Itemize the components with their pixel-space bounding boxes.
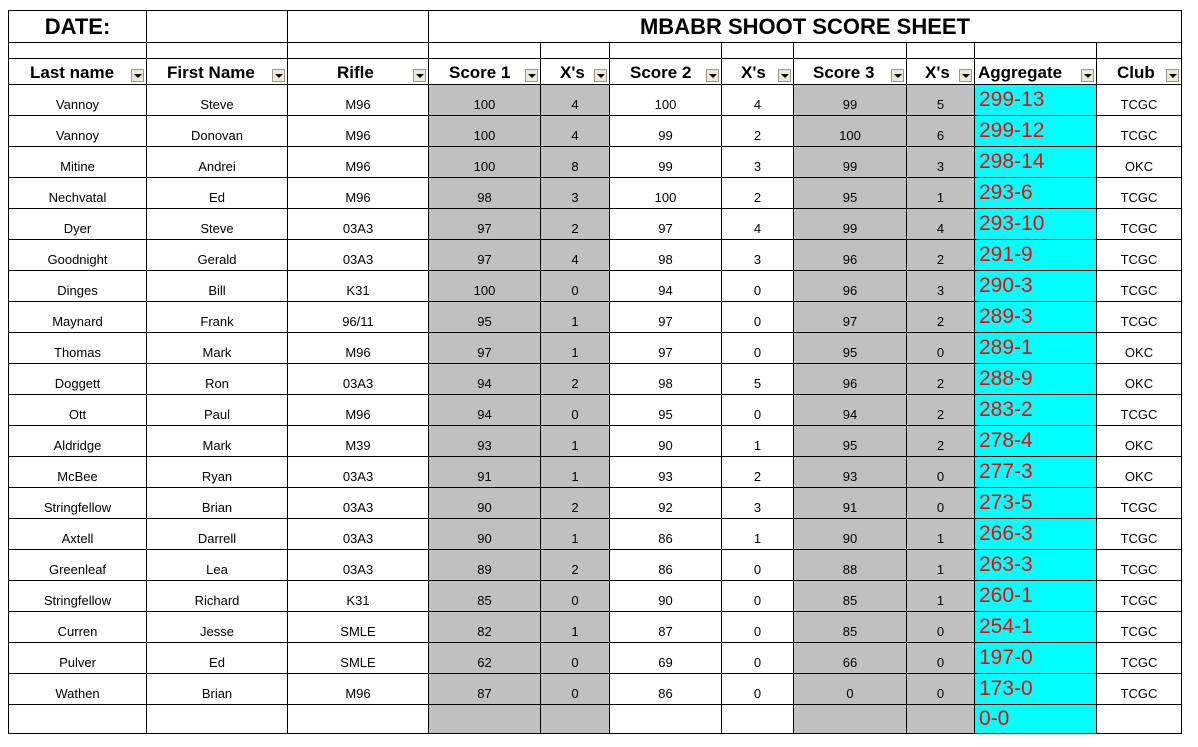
date-value-cell[interactable] xyxy=(147,11,288,43)
cell-club[interactable]: TCGC xyxy=(1097,271,1182,302)
cell-last-name[interactable]: Dinges xyxy=(9,271,147,302)
cell-xs-3[interactable]: 2 xyxy=(907,426,975,457)
cell-score-3[interactable]: 0 xyxy=(794,674,907,705)
blank-cell[interactable] xyxy=(610,43,722,59)
cell-last-name[interactable]: Dyer xyxy=(9,209,147,240)
cell-last-name[interactable]: Maynard xyxy=(9,302,147,333)
cell-rifle[interactable]: 03A3 xyxy=(288,550,429,581)
cell-xs-3[interactable]: 0 xyxy=(907,333,975,364)
cell-club[interactable]: OKC xyxy=(1097,364,1182,395)
filter-dropdown-icon[interactable] xyxy=(706,69,719,82)
cell-first-name[interactable]: Andrei xyxy=(147,147,288,178)
cell-first-name[interactable]: Mark xyxy=(147,426,288,457)
cell-aggregate[interactable]: 289-3 xyxy=(975,302,1097,333)
cell-first-name[interactable]: Jesse xyxy=(147,612,288,643)
cell-last-name[interactable]: Stringfellow xyxy=(9,488,147,519)
cell-first-name[interactable]: Steve xyxy=(147,85,288,116)
cell-last-name[interactable]: Nechvatal xyxy=(9,178,147,209)
cell-xs-1[interactable]: 2 xyxy=(541,364,610,395)
cell-score-3[interactable]: 94 xyxy=(794,395,907,426)
cell-xs-3[interactable] xyxy=(907,705,975,734)
cell-xs-2[interactable]: 0 xyxy=(722,550,794,581)
cell-first-name[interactable]: Paul xyxy=(147,395,288,426)
cell-aggregate[interactable]: 298-14 xyxy=(975,147,1097,178)
cell-rifle[interactable]: 03A3 xyxy=(288,457,429,488)
column-header-label: Aggregate xyxy=(978,63,1063,82)
cell-aggregate[interactable]: 299-12 xyxy=(975,116,1097,147)
cell-club[interactable]: OKC xyxy=(1097,147,1182,178)
cell-last-name[interactable]: Greenleaf xyxy=(9,550,147,581)
cell-club[interactable]: TCGC xyxy=(1097,302,1182,333)
cell-score-3[interactable]: 96 xyxy=(794,271,907,302)
cell-xs-3[interactable]: 0 xyxy=(907,643,975,674)
cell-rifle[interactable]: M96 xyxy=(288,674,429,705)
cell-xs-2[interactable]: 0 xyxy=(722,643,794,674)
column-header-label: Score 2 xyxy=(630,63,692,82)
column-header-label: X's xyxy=(560,63,585,82)
cell-rifle[interactable]: K31 xyxy=(288,271,429,302)
cell-last-name[interactable]: Doggett xyxy=(9,364,147,395)
cell-score-3[interactable]: 99 xyxy=(794,85,907,116)
cell-xs-1[interactable]: 1 xyxy=(541,612,610,643)
cell-score-1[interactable] xyxy=(429,705,541,734)
cell-xs-1[interactable]: 8 xyxy=(541,147,610,178)
cell-score-1[interactable]: 97 xyxy=(429,240,541,271)
cell-aggregate[interactable]: 277-3 xyxy=(975,457,1097,488)
cell-rifle[interactable]: M96 xyxy=(288,395,429,426)
cell-aggregate[interactable]: 278-4 xyxy=(975,426,1097,457)
cell-last-name[interactable]: Vannoy xyxy=(9,116,147,147)
cell-score-2[interactable]: 97 xyxy=(610,333,722,364)
cell-aggregate[interactable]: 263-3 xyxy=(975,550,1097,581)
cell-score-3[interactable]: 95 xyxy=(794,333,907,364)
column-header-score-3 xyxy=(794,59,907,85)
cell-score-3[interactable]: 66 xyxy=(794,643,907,674)
cell-xs-1[interactable]: 2 xyxy=(541,209,610,240)
date-label: DATE: xyxy=(9,11,147,43)
column-header-label: Score 3 xyxy=(813,63,875,82)
cell-club[interactable]: TCGC xyxy=(1097,519,1182,550)
column-header-label: Rifle xyxy=(337,63,374,82)
cell-last-name[interactable]: Wathen xyxy=(9,674,147,705)
cell-club[interactable]: TCGC xyxy=(1097,488,1182,519)
cell-score-1[interactable]: 87 xyxy=(429,674,541,705)
cell-score-1[interactable]: 98 xyxy=(429,178,541,209)
cell-score-1[interactable]: 95 xyxy=(429,302,541,333)
cell-score-1[interactable]: 100 xyxy=(429,85,541,116)
cell-score-3[interactable]: 93 xyxy=(794,457,907,488)
cell-xs-3[interactable]: 0 xyxy=(907,488,975,519)
column-header-label: Club xyxy=(1117,63,1155,82)
cell-first-name[interactable]: Bill xyxy=(147,271,288,302)
cell-xs-3[interactable]: 1 xyxy=(907,581,975,612)
cell-xs-1[interactable]: 0 xyxy=(541,581,610,612)
cell-first-name[interactable] xyxy=(147,705,288,734)
cell-first-name[interactable]: Ron xyxy=(147,364,288,395)
cell-xs-1[interactable]: 2 xyxy=(541,550,610,581)
cell-xs-1[interactable]: 3 xyxy=(541,178,610,209)
cell-aggregate[interactable]: 173-0 xyxy=(975,674,1097,705)
filter-dropdown-icon[interactable] xyxy=(778,69,791,82)
cell-xs-3[interactable]: 2 xyxy=(907,395,975,426)
cell-aggregate[interactable]: 197-0 xyxy=(975,643,1097,674)
cell-xs-1[interactable]: 1 xyxy=(541,457,610,488)
cell-xs-1[interactable]: 2 xyxy=(541,488,610,519)
cell-xs-3[interactable]: 2 xyxy=(907,240,975,271)
blank-cell[interactable] xyxy=(9,43,147,59)
cell-score-2[interactable]: 69 xyxy=(610,643,722,674)
cell-score-2[interactable]: 92 xyxy=(610,488,722,519)
cell-first-name[interactable]: Lea xyxy=(147,550,288,581)
column-header-last-name xyxy=(9,59,147,85)
cell-last-name[interactable] xyxy=(9,705,147,734)
cell-aggregate[interactable]: 283-2 xyxy=(975,395,1097,426)
blank-cell[interactable] xyxy=(288,11,429,43)
cell-club[interactable]: OKC xyxy=(1097,426,1182,457)
cell-xs-2[interactable]: 0 xyxy=(722,395,794,426)
cell-score-3[interactable] xyxy=(794,705,907,734)
cell-score-3[interactable]: 88 xyxy=(794,550,907,581)
cell-score-2[interactable]: 99 xyxy=(610,116,722,147)
column-header-score-2 xyxy=(610,59,722,85)
cell-last-name[interactable]: McBee xyxy=(9,457,147,488)
score-sheet-table xyxy=(8,10,1182,734)
cell-score-1[interactable]: 97 xyxy=(429,209,541,240)
cell-score-1[interactable]: 94 xyxy=(429,395,541,426)
cell-xs-2[interactable]: 3 xyxy=(722,488,794,519)
cell-first-name[interactable]: Gerald xyxy=(147,240,288,271)
column-header-xs-3 xyxy=(907,59,975,85)
blank-cell[interactable] xyxy=(794,43,907,59)
cell-club[interactable]: TCGC xyxy=(1097,674,1182,705)
cell-score-1[interactable]: 100 xyxy=(429,147,541,178)
filter-dropdown-icon[interactable] xyxy=(1166,69,1179,82)
cell-xs-3[interactable]: 0 xyxy=(907,674,975,705)
cell-xs-1[interactable]: 0 xyxy=(541,271,610,302)
cell-xs-1[interactable]: 4 xyxy=(541,240,610,271)
cell-score-1[interactable]: 100 xyxy=(429,271,541,302)
column-header-score-1 xyxy=(429,59,541,85)
blank-cell[interactable] xyxy=(541,43,610,59)
cell-xs-2[interactable]: 0 xyxy=(722,674,794,705)
cell-xs-3[interactable]: 0 xyxy=(907,457,975,488)
blank-cell[interactable] xyxy=(1097,43,1182,59)
cell-score-2[interactable]: 86 xyxy=(610,674,722,705)
filter-dropdown-icon[interactable] xyxy=(413,69,426,82)
cell-rifle[interactable]: M96 xyxy=(288,178,429,209)
cell-aggregate[interactable]: 266-3 xyxy=(975,519,1097,550)
cell-score-1[interactable]: 97 xyxy=(429,333,541,364)
cell-rifle[interactable]: M96 xyxy=(288,85,429,116)
cell-score-1[interactable]: 62 xyxy=(429,643,541,674)
cell-first-name[interactable]: Ryan xyxy=(147,457,288,488)
cell-xs-1[interactable]: 0 xyxy=(541,395,610,426)
cell-xs-1[interactable]: 1 xyxy=(541,426,610,457)
column-header-xs-2 xyxy=(722,59,794,85)
cell-rifle[interactable]: 03A3 xyxy=(288,519,429,550)
cell-xs-3[interactable]: 1 xyxy=(907,550,975,581)
cell-xs-2[interactable]: 0 xyxy=(722,302,794,333)
sheet-title: MBABR SHOOT SCORE SHEET xyxy=(429,11,1182,43)
blank-cell[interactable] xyxy=(722,43,794,59)
cell-aggregate[interactable]: 293-10 xyxy=(975,209,1097,240)
cell-club[interactable]: TCGC xyxy=(1097,85,1182,116)
filter-dropdown-icon[interactable] xyxy=(131,69,144,82)
cell-aggregate[interactable]: 289-1 xyxy=(975,333,1097,364)
cell-score-2[interactable]: 99 xyxy=(610,147,722,178)
cell-xs-1[interactable]: 1 xyxy=(541,519,610,550)
cell-last-name[interactable]: Goodnight xyxy=(9,240,147,271)
cell-score-3[interactable]: 85 xyxy=(794,612,907,643)
cell-xs-3[interactable]: 6 xyxy=(907,116,975,147)
cell-rifle[interactable] xyxy=(288,705,429,734)
cell-rifle[interactable]: 96/11 xyxy=(288,302,429,333)
cell-rifle[interactable]: 03A3 xyxy=(288,240,429,271)
cell-xs-1[interactable]: 0 xyxy=(541,674,610,705)
cell-last-name[interactable]: Mitine xyxy=(9,147,147,178)
cell-club[interactable] xyxy=(1097,705,1182,734)
cell-xs-3[interactable]: 3 xyxy=(907,271,975,302)
cell-club[interactable]: TCGC xyxy=(1097,550,1182,581)
cell-score-2[interactable]: 100 xyxy=(610,178,722,209)
cell-score-2[interactable]: 94 xyxy=(610,271,722,302)
column-header-label: X's xyxy=(741,63,766,82)
blank-cell[interactable] xyxy=(429,43,541,59)
blank-cell[interactable] xyxy=(147,43,288,59)
cell-last-name[interactable]: Stringfellow xyxy=(9,581,147,612)
cell-xs-1[interactable]: 1 xyxy=(541,333,610,364)
cell-score-2[interactable]: 90 xyxy=(610,426,722,457)
cell-xs-2[interactable]: 0 xyxy=(722,271,794,302)
cell-score-3[interactable]: 96 xyxy=(794,364,907,395)
column-header-first-name xyxy=(147,59,288,85)
cell-xs-3[interactable]: 5 xyxy=(907,85,975,116)
cell-xs-3[interactable]: 1 xyxy=(907,178,975,209)
cell-score-1[interactable]: 82 xyxy=(429,612,541,643)
cell-score-2[interactable]: 86 xyxy=(610,550,722,581)
filter-dropdown-icon[interactable] xyxy=(959,69,972,82)
cell-rifle[interactable]: SMLE xyxy=(288,643,429,674)
cell-xs-1[interactable]: 4 xyxy=(541,85,610,116)
cell-rifle[interactable]: 03A3 xyxy=(288,209,429,240)
cell-rifle[interactable]: K31 xyxy=(288,581,429,612)
cell-aggregate[interactable]: 291-9 xyxy=(975,240,1097,271)
cell-club[interactable]: OKC xyxy=(1097,333,1182,364)
cell-first-name[interactable]: Ed xyxy=(147,643,288,674)
cell-club[interactable]: TCGC xyxy=(1097,643,1182,674)
cell-rifle[interactable]: 03A3 xyxy=(288,488,429,519)
cell-aggregate[interactable]: 260-1 xyxy=(975,581,1097,612)
cell-xs-2[interactable]: 1 xyxy=(722,426,794,457)
cell-xs-2[interactable]: 0 xyxy=(722,581,794,612)
cell-first-name[interactable]: Mark xyxy=(147,333,288,364)
cell-score-3[interactable]: 95 xyxy=(794,178,907,209)
cell-last-name[interactable]: Thomas xyxy=(9,333,147,364)
cell-score-2[interactable]: 93 xyxy=(610,457,722,488)
column-header-label: Score 1 xyxy=(449,63,511,82)
cell-rifle[interactable]: SMLE xyxy=(288,612,429,643)
cell-club[interactable]: TCGC xyxy=(1097,240,1182,271)
cell-last-name[interactable]: Ott xyxy=(9,395,147,426)
cell-xs-2[interactable]: 2 xyxy=(722,116,794,147)
cell-rifle[interactable]: M39 xyxy=(288,426,429,457)
cell-last-name[interactable]: Aldridge xyxy=(9,426,147,457)
column-header-club xyxy=(1097,59,1182,85)
cell-score-1[interactable]: 94 xyxy=(429,364,541,395)
cell-xs-2[interactable]: 2 xyxy=(722,457,794,488)
cell-last-name[interactable]: Pulver xyxy=(9,643,147,674)
blank-cell[interactable] xyxy=(907,43,975,59)
cell-xs-2[interactable]: 4 xyxy=(722,209,794,240)
cell-xs-2[interactable]: 5 xyxy=(722,364,794,395)
cell-score-1[interactable]: 89 xyxy=(429,550,541,581)
cell-score-2[interactable]: 87 xyxy=(610,612,722,643)
cell-score-2[interactable]: 90 xyxy=(610,581,722,612)
column-header-rifle xyxy=(288,59,429,85)
cell-club[interactable]: TCGC xyxy=(1097,581,1182,612)
cell-xs-2[interactable]: 0 xyxy=(722,333,794,364)
cell-xs-1[interactable] xyxy=(541,705,610,734)
cell-score-2[interactable]: 86 xyxy=(610,519,722,550)
cell-xs-2[interactable]: 3 xyxy=(722,147,794,178)
filter-dropdown-icon[interactable] xyxy=(594,69,607,82)
cell-xs-2[interactable]: 1 xyxy=(722,519,794,550)
cell-xs-3[interactable]: 4 xyxy=(907,209,975,240)
cell-first-name[interactable]: Richard xyxy=(147,581,288,612)
cell-club[interactable]: OKC xyxy=(1097,457,1182,488)
cell-xs-2[interactable] xyxy=(722,705,794,734)
filter-dropdown-icon[interactable] xyxy=(272,69,285,82)
cell-score-2[interactable] xyxy=(610,705,722,734)
cell-first-name[interactable]: Steve xyxy=(147,209,288,240)
filter-dropdown-icon[interactable] xyxy=(525,69,538,82)
cell-club[interactable]: TCGC xyxy=(1097,209,1182,240)
cell-score-1[interactable]: 91 xyxy=(429,457,541,488)
cell-aggregate[interactable]: 0-0 xyxy=(975,705,1097,734)
cell-score-3[interactable]: 99 xyxy=(794,209,907,240)
cell-xs-2[interactable]: 2 xyxy=(722,178,794,209)
cell-score-3[interactable]: 95 xyxy=(794,426,907,457)
cell-score-2[interactable]: 95 xyxy=(610,395,722,426)
cell-first-name[interactable]: Brian xyxy=(147,674,288,705)
cell-aggregate[interactable]: 290-3 xyxy=(975,271,1097,302)
cell-score-1[interactable]: 90 xyxy=(429,519,541,550)
cell-first-name[interactable]: Donovan xyxy=(147,116,288,147)
cell-first-name[interactable]: Ed xyxy=(147,178,288,209)
cell-aggregate[interactable]: 293-6 xyxy=(975,178,1097,209)
cell-score-2[interactable]: 97 xyxy=(610,209,722,240)
filter-dropdown-icon[interactable] xyxy=(1081,69,1094,82)
cell-score-3[interactable]: 97 xyxy=(794,302,907,333)
column-header-xs-1 xyxy=(541,59,610,85)
cell-score-3[interactable]: 96 xyxy=(794,240,907,271)
cell-xs-3[interactable]: 2 xyxy=(907,302,975,333)
cell-rifle[interactable]: M96 xyxy=(288,116,429,147)
cell-last-name[interactable]: Axtell xyxy=(9,519,147,550)
cell-rifle[interactable]: 03A3 xyxy=(288,364,429,395)
cell-xs-3[interactable]: 2 xyxy=(907,364,975,395)
cell-score-3[interactable]: 99 xyxy=(794,147,907,178)
cell-xs-2[interactable]: 0 xyxy=(722,612,794,643)
cell-score-3[interactable]: 91 xyxy=(794,488,907,519)
cell-score-1[interactable]: 85 xyxy=(429,581,541,612)
cell-rifle[interactable]: M96 xyxy=(288,147,429,178)
cell-score-3[interactable]: 100 xyxy=(794,116,907,147)
filter-dropdown-icon[interactable] xyxy=(891,69,904,82)
blank-cell[interactable] xyxy=(975,43,1097,59)
cell-xs-1[interactable]: 1 xyxy=(541,302,610,333)
cell-score-3[interactable]: 90 xyxy=(794,519,907,550)
column-header-label: First Name xyxy=(167,63,255,82)
cell-xs-2[interactable]: 4 xyxy=(722,85,794,116)
cell-score-3[interactable]: 85 xyxy=(794,581,907,612)
cell-club[interactable]: TCGC xyxy=(1097,116,1182,147)
cell-xs-3[interactable]: 0 xyxy=(907,612,975,643)
cell-score-2[interactable]: 100 xyxy=(610,85,722,116)
cell-score-2[interactable]: 98 xyxy=(610,240,722,271)
cell-club[interactable]: TCGC xyxy=(1097,395,1182,426)
cell-xs-3[interactable]: 3 xyxy=(907,147,975,178)
cell-score-1[interactable]: 93 xyxy=(429,426,541,457)
cell-first-name[interactable]: Darrell xyxy=(147,519,288,550)
cell-aggregate[interactable]: 299-13 xyxy=(975,85,1097,116)
cell-xs-1[interactable]: 0 xyxy=(541,643,610,674)
cell-club[interactable]: TCGC xyxy=(1097,612,1182,643)
cell-aggregate[interactable]: 288-9 xyxy=(975,364,1097,395)
cell-last-name[interactable]: Curren xyxy=(9,612,147,643)
cell-score-2[interactable]: 97 xyxy=(610,302,722,333)
cell-first-name[interactable]: Frank xyxy=(147,302,288,333)
column-header-label: Last name xyxy=(30,63,115,82)
column-header-aggregate xyxy=(975,59,1097,85)
cell-xs-3[interactable]: 1 xyxy=(907,519,975,550)
cell-aggregate[interactable]: 273-5 xyxy=(975,488,1097,519)
cell-rifle[interactable]: M96 xyxy=(288,333,429,364)
column-header-label: X's xyxy=(925,63,950,82)
cell-last-name[interactable]: Vannoy xyxy=(9,85,147,116)
cell-score-1[interactable]: 90 xyxy=(429,488,541,519)
cell-score-1[interactable]: 100 xyxy=(429,116,541,147)
cell-club[interactable]: TCGC xyxy=(1097,178,1182,209)
cell-aggregate[interactable]: 254-1 xyxy=(975,612,1097,643)
blank-cell[interactable] xyxy=(288,43,429,59)
cell-score-2[interactable]: 98 xyxy=(610,364,722,395)
cell-first-name[interactable]: Brian xyxy=(147,488,288,519)
cell-xs-2[interactable]: 3 xyxy=(722,240,794,271)
cell-xs-1[interactable]: 4 xyxy=(541,116,610,147)
